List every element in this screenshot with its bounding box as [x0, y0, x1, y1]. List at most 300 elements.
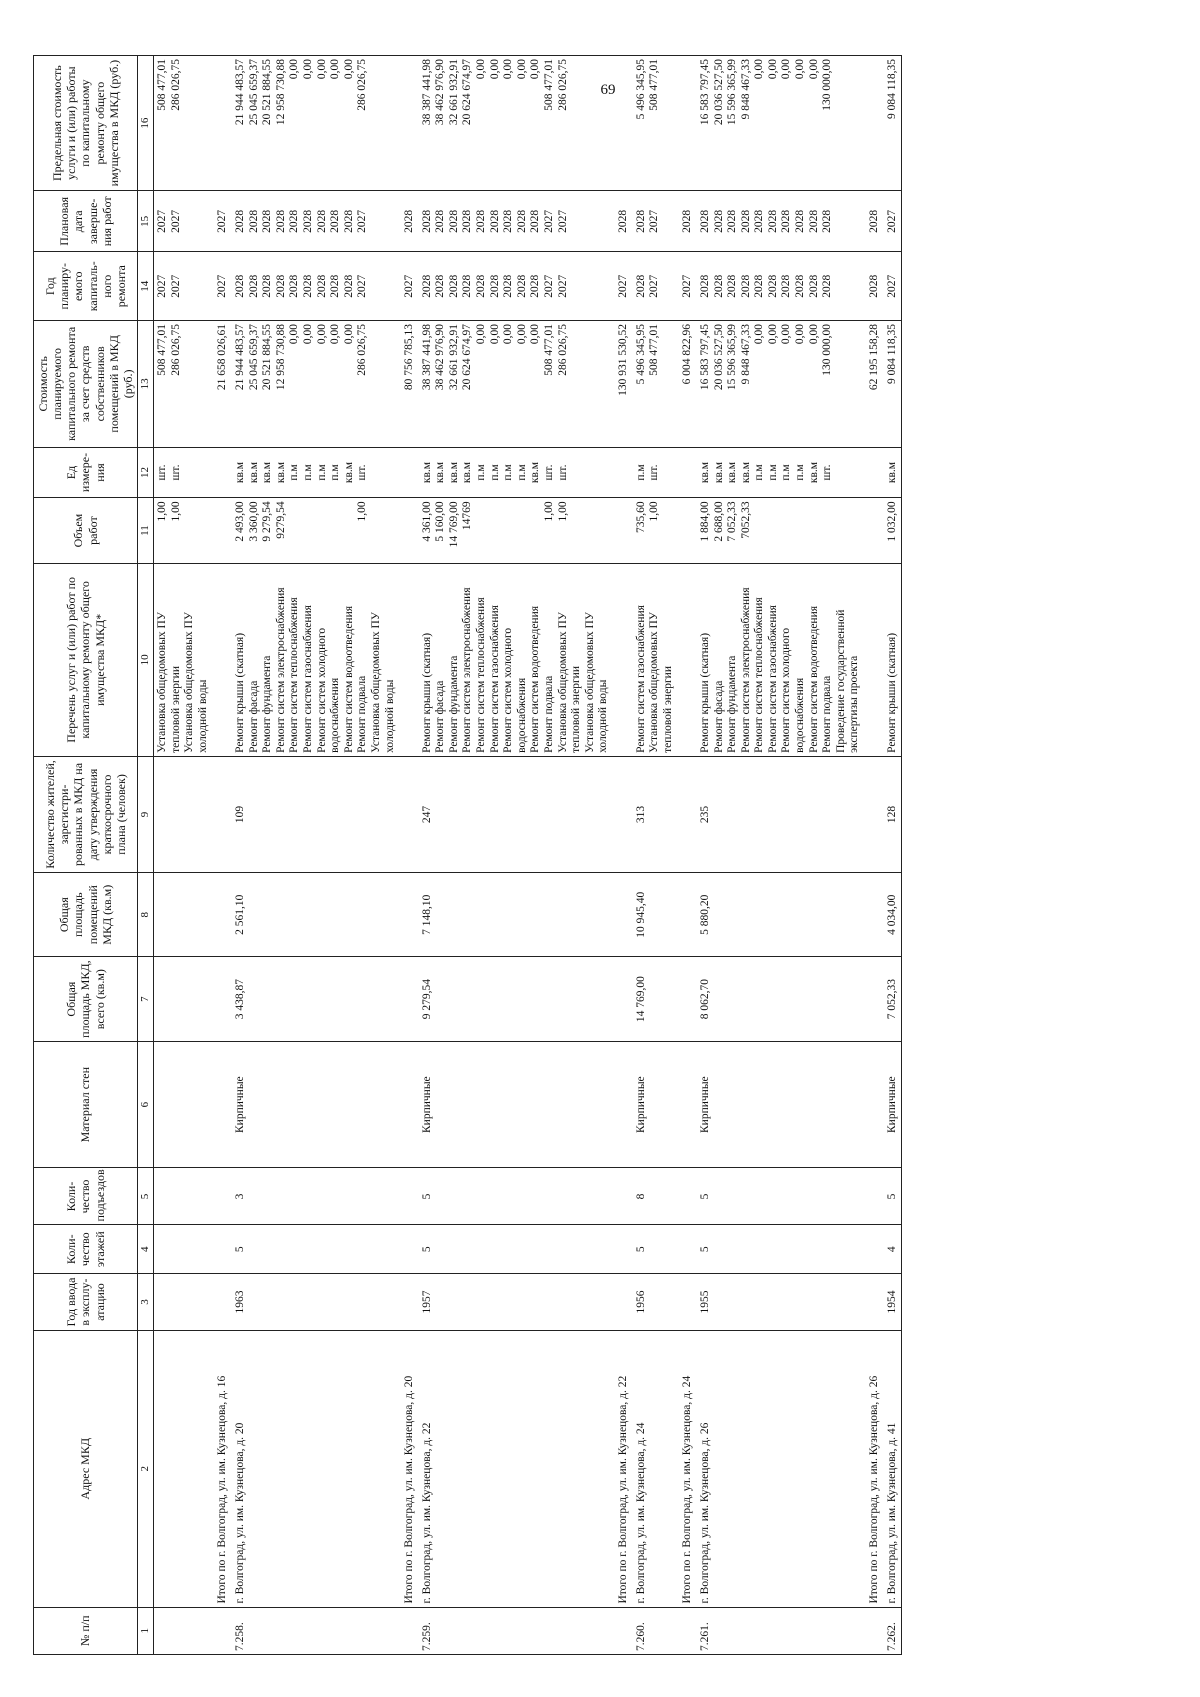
empty-cell: [613, 1274, 633, 1331]
total-cost: 21 658 026,61: [212, 321, 232, 448]
work-repair-year: 2027: [543, 274, 556, 298]
work-cost: 12 958 730,88: [274, 324, 287, 391]
work-unit: п.м: [502, 464, 515, 481]
work-name: Ремонт систем теплоснабжения: [288, 597, 301, 753]
total-row: [677, 56, 697, 1655]
floors: 5: [697, 1225, 864, 1274]
column-number: 12: [138, 447, 154, 498]
work-unit: кв.м: [807, 461, 820, 484]
total-row: [212, 56, 232, 1655]
entrances: 3: [232, 1168, 399, 1225]
work-repair-year: 2028: [234, 274, 246, 298]
header-unit: Ед измере-ния: [34, 447, 138, 498]
work-unit: п.м: [329, 464, 342, 481]
table-row: [633, 56, 678, 1655]
work-volume: 14769: [461, 501, 474, 531]
work-volume: 1,00: [156, 501, 169, 522]
work-name: Ремонт крыши (скатная): [420, 632, 433, 753]
empty-cell: [677, 1168, 697, 1225]
work-unit: шт.: [156, 464, 169, 481]
work-name: Ремонт систем водоотведения: [342, 605, 355, 753]
address: г. Волгоград, ул. им. Кузнецова, д. 41: [884, 1331, 902, 1608]
work-repair-year: 2028: [726, 274, 739, 298]
work-name: Ремонт систем электроснабжения: [274, 587, 287, 753]
work-repair-year: 2027: [885, 274, 898, 298]
work-cost: 9 848 467,33: [739, 324, 752, 385]
work-end-year: 2028: [315, 209, 328, 233]
entrances: 5: [884, 1168, 902, 1225]
work-cost: 286 026,75: [556, 324, 569, 376]
empty-cell: [212, 756, 232, 872]
work-volume: [516, 501, 530, 559]
work-cost: 0,00: [807, 324, 820, 345]
empty-cell: [212, 1274, 232, 1331]
empty-cell: [864, 563, 884, 756]
work-repair-year: 2028: [288, 274, 301, 298]
header-area-total: Общая площадь МКД, всего (кв.м): [34, 957, 138, 1041]
floors: 5: [633, 1225, 678, 1274]
empty-cell: [864, 447, 884, 498]
work-cost: 20 624 674,97: [461, 324, 474, 391]
work-volume: [475, 501, 489, 559]
address: г. Волгоград, ул. им. Кузнецова, д. 22: [419, 1331, 613, 1608]
area-total: [154, 957, 213, 1041]
area-total: 7 052,33: [884, 957, 902, 1041]
work-limit: 286 026,75: [556, 59, 569, 111]
area-total: 14 769,00: [633, 957, 678, 1041]
total-end-year: 2027: [212, 191, 232, 252]
total-label: Итого по г. Волгоград, ул. им. Кузнецова, д. 24: [677, 1331, 697, 1608]
work-repair-year: 2028: [447, 274, 460, 298]
work-unit: кв.м: [447, 461, 460, 484]
empty-cell: [212, 873, 232, 957]
work-cost: 0,00: [475, 324, 488, 345]
empty-cell: [399, 957, 419, 1041]
work-volume: [821, 501, 835, 559]
work-cost: 508 477,01: [543, 324, 556, 376]
total-repair-year: 2028: [864, 252, 884, 321]
work-volume: [529, 501, 543, 559]
work-limit: 0,00: [488, 59, 501, 80]
work-end-year: 2028: [288, 209, 301, 233]
work-unit: п.м: [301, 464, 314, 481]
work-end-year: 2028: [329, 209, 342, 233]
work-volume: 9 279,54: [261, 501, 274, 542]
work-end-year: 2028: [342, 209, 355, 233]
work-repair-year: 2028: [329, 274, 342, 298]
total-row: [399, 56, 419, 1655]
residents: 128: [884, 756, 902, 872]
empty-cell: [613, 447, 633, 498]
work-volume: [753, 501, 767, 559]
work-repair-year-cell: [154, 252, 213, 321]
header-residents: Количество жителей, зарегистри-рованных в МКД на дату утверждения краткосрочного плана (человек): [34, 756, 138, 872]
empty-cell: [677, 56, 697, 191]
work-volume: [489, 501, 503, 559]
work-cost: 508 477,01: [648, 324, 661, 376]
empty-cell: [864, 498, 884, 563]
work-volume: 1 032,00: [885, 501, 898, 542]
work-cost: 0,00: [488, 324, 501, 345]
empty-cell: [399, 56, 419, 191]
work-unit: кв.м: [261, 461, 274, 484]
work-repair-year: 2028: [712, 274, 725, 298]
work-cost: 15 596 365,99: [726, 324, 739, 391]
total-repair-year: 2027: [677, 252, 697, 321]
work-unit: кв.м: [342, 461, 355, 484]
work-end-year-cell: [633, 191, 678, 252]
entrances: [154, 1168, 213, 1225]
empty-cell: [864, 1274, 884, 1331]
work-limit: 38 387 441,98: [420, 59, 433, 126]
wall-material: Кирпичные: [232, 1041, 399, 1168]
column-number: 13: [138, 321, 154, 448]
work-end-year: 2027: [356, 209, 369, 233]
empty-cell: [399, 1274, 419, 1331]
work-volume: 2 688,00: [712, 501, 725, 542]
work-end-year: 2028: [247, 209, 260, 233]
work-end-year-cell: [419, 191, 613, 252]
year-built: 1955: [697, 1274, 864, 1331]
work-cost: 20 036 527,50: [712, 324, 725, 391]
empty-cell: [864, 873, 884, 957]
work-cost: 9 084 118,35: [885, 324, 898, 384]
table-row: [154, 56, 213, 1655]
residents: 247: [419, 756, 613, 872]
address: г. Волгоград, ул. им. Кузнецова, д. 26: [697, 1331, 864, 1608]
area-rooms: 5 880,20: [697, 873, 864, 957]
residents: 313: [633, 756, 678, 872]
work-unit: п.м: [753, 464, 766, 481]
work-volume: 2 493,00: [234, 501, 246, 542]
header-cost: Стоимость планируемого капитального ремонта за счет средств собственников помещений в МКД (руб.): [34, 321, 138, 448]
empty-cell: [613, 498, 633, 563]
work-repair-year-cell: [633, 252, 678, 321]
empty-cell: [613, 1168, 633, 1225]
area-rooms: 4 034,00: [884, 873, 902, 957]
work-unit: п.м: [488, 464, 501, 481]
work-repair-year: 2028: [821, 274, 834, 298]
header-volume: Объем работ: [34, 498, 138, 563]
area-total: 8 062,70: [697, 957, 864, 1041]
work-unit: п.м: [780, 464, 793, 481]
work-name: Ремонт систем водоотведения: [807, 605, 820, 753]
area-rooms: [154, 873, 213, 957]
column-number: 11: [138, 498, 154, 563]
work-name-cell: [419, 563, 613, 756]
work-end-year: 2028: [634, 209, 647, 233]
wall-material: [154, 1041, 213, 1168]
work-repair-year: 2028: [502, 274, 515, 298]
empty-cell: [864, 756, 884, 872]
work-end-year: 2027: [885, 209, 898, 233]
floors: [154, 1225, 213, 1274]
total-end-year: 2028: [613, 191, 633, 252]
column-number: 5: [138, 1168, 154, 1225]
work-cost: 0,00: [342, 324, 355, 345]
work-name: Ремонт систем теплоснабжения: [753, 597, 766, 753]
empty-cell: [613, 1041, 633, 1168]
address: г. Волгоград, ул. им. Кузнецова, д. 24: [633, 1331, 678, 1608]
work-unit: кв.м: [420, 461, 433, 484]
work-unit: кв.м: [274, 461, 287, 484]
work-repair-year: 2028: [794, 274, 807, 298]
empty-cell: [212, 1225, 232, 1274]
empty-cell: [677, 756, 697, 872]
total-num-cell: [399, 1607, 419, 1654]
area-total: 3 438,87: [232, 957, 399, 1041]
work-volume: [502, 501, 516, 559]
empty-cell: [399, 1041, 419, 1168]
work-unit-cell: [884, 447, 902, 498]
work-volume: 1,00: [169, 501, 182, 522]
work-name: Ремонт систем газоснабжения: [301, 605, 314, 753]
work-end-year: 2028: [515, 209, 528, 233]
empty-cell: [613, 957, 633, 1041]
work-repair-year: 2028: [342, 274, 355, 298]
work-name: Ремонт систем водоотведения: [529, 605, 542, 753]
work-unit: кв.м: [529, 461, 542, 484]
work-limit-cell: [884, 56, 902, 191]
total-num-cell: [864, 1607, 884, 1654]
work-volume: 7 052,33: [726, 501, 739, 542]
work-end-year: 2028: [488, 209, 501, 233]
work-cost-cell: [633, 321, 678, 448]
area-rooms: 10 945,40: [633, 873, 678, 957]
work-end-year: 2028: [261, 209, 274, 233]
work-repair-year: 2028: [274, 274, 287, 298]
area-total: 9 279,54: [419, 957, 613, 1041]
work-name: Установка общедомовых ПУ тепловой энергии: [556, 611, 583, 753]
work-cost: 286 026,75: [356, 324, 369, 376]
work-end-year: 2028: [698, 209, 711, 233]
work-repair-year: 2028: [247, 274, 260, 298]
row-number: [154, 1607, 213, 1654]
work-end-year: 2028: [739, 209, 752, 233]
empty-cell: [677, 957, 697, 1041]
empty-cell: [864, 56, 884, 191]
work-cost: 508 477,01: [156, 324, 169, 376]
work-name: Установка общедомовых ПУ тепловой энергии: [156, 611, 182, 753]
header-address: Адрес МКД: [34, 1331, 138, 1608]
area-rooms: 7 148,10: [419, 873, 613, 957]
row-number: 7.261.: [697, 1607, 864, 1654]
header-end-date: Плановая дата заверше-ния работ: [34, 191, 138, 252]
work-limit: 9 084 118,35: [885, 59, 898, 119]
work-volume: 1,00: [648, 501, 661, 522]
empty-cell: [613, 873, 633, 957]
total-repair-year: 2027: [212, 252, 232, 321]
work-unit: кв.м: [726, 461, 739, 484]
work-volume: 7052,33: [739, 501, 752, 539]
column-number: 10: [138, 563, 154, 756]
work-limit: 0,00: [529, 59, 542, 80]
empty-cell: [212, 1168, 232, 1225]
entrances: 5: [697, 1168, 864, 1225]
work-name: Ремонт систем газоснабжения: [634, 605, 647, 753]
work-limit: 20 036 527,50: [712, 59, 725, 126]
total-label: Итого по г. Волгоград, ул. им. Кузнецова, д. 26: [864, 1331, 884, 1608]
empty-cell: [677, 1274, 697, 1331]
work-name-cell: [884, 563, 902, 756]
work-volume-cell: [419, 498, 613, 563]
work-limit: 20 624 674,97: [461, 59, 474, 126]
empty-cell: [613, 563, 633, 756]
work-unit: кв.м: [234, 461, 246, 484]
work-end-year: 2028: [475, 209, 488, 233]
work-end-year: 2028: [420, 209, 433, 233]
work-limit: 25 045 659,37: [247, 59, 260, 126]
work-cost: 286 026,75: [169, 324, 182, 376]
work-repair-year-cell: [232, 252, 399, 321]
empty-cell: [613, 756, 633, 872]
work-limit: 0,00: [502, 59, 515, 80]
work-volume: [302, 501, 316, 559]
total-repair-year: 2027: [613, 252, 633, 321]
work-repair-year: 2028: [515, 274, 528, 298]
work-cost: 16 583 797,45: [698, 324, 711, 391]
work-unit: п.м: [315, 464, 328, 481]
work-repair-year: 2028: [434, 274, 447, 298]
work-name: Ремонт систем газоснабжения: [488, 605, 501, 753]
work-end-year: 2028: [712, 209, 725, 233]
entrances: 5: [419, 1168, 613, 1225]
work-limit: 0,00: [515, 59, 528, 80]
work-repair-year: 2028: [766, 274, 779, 298]
work-end-year: 2027: [169, 209, 182, 233]
work-repair-year: 2028: [807, 274, 820, 298]
work-repair-year: 2027: [156, 274, 169, 298]
total-cost: 6 004 822,96: [677, 321, 697, 448]
work-end-year: 2028: [726, 209, 739, 233]
work-end-year: 2028: [529, 209, 542, 233]
work-repair-year: 2028: [261, 274, 274, 298]
work-name: Ремонт подвала: [356, 675, 369, 753]
work-limit: 16 583 797,45: [698, 59, 711, 126]
row-number: 7.260.: [633, 1607, 678, 1654]
work-repair-year-cell: [884, 252, 902, 321]
work-unit-cell: [633, 447, 678, 498]
work-name: Ремонт систем холодного водоснабжения: [502, 627, 528, 753]
column-number: 9: [138, 756, 154, 872]
work-limit: 32 661 932,91: [447, 59, 460, 126]
work-cost: 5 496 345,95: [634, 324, 647, 385]
address: [154, 1331, 213, 1608]
work-cost: 130 000,00: [821, 324, 834, 376]
work-cost: 0,00: [515, 324, 528, 345]
header-area-rooms: Общая площадь помещений МКД (кв.м): [34, 873, 138, 957]
empty-cell: [212, 56, 232, 191]
row-number: 7.258.: [232, 1607, 399, 1654]
work-end-year-cell: [697, 191, 864, 252]
work-repair-year: 2028: [488, 274, 501, 298]
residents: [154, 756, 213, 872]
column-number: 1: [138, 1607, 154, 1654]
empty-cell: [399, 1225, 419, 1274]
empty-cell: [613, 1225, 633, 1274]
empty-cell: [613, 56, 633, 191]
work-unit: п.м: [794, 464, 807, 481]
empty-cell: [212, 498, 232, 563]
work-unit: шт.: [169, 464, 182, 481]
work-limit: 130 000,00: [821, 59, 834, 111]
work-volume: 14 769,00: [447, 501, 460, 548]
work-end-year: 2027: [556, 209, 569, 233]
total-row: [864, 56, 884, 1655]
column-number: 2: [138, 1331, 154, 1608]
work-limit: 15 596 365,99: [726, 59, 739, 126]
floors: 4: [884, 1225, 902, 1274]
work-limit: 0,00: [288, 59, 301, 80]
residents: 235: [697, 756, 864, 872]
work-volume: [288, 501, 302, 559]
header-limit: Предельная стоимость услуги и (или) работы по капитальному ремонту общего имущества в МКД (руб.): [34, 56, 138, 191]
work-end-year: 2028: [234, 209, 246, 233]
work-unit: кв.м: [698, 461, 711, 484]
work-unit: шт.: [356, 464, 369, 481]
header-walls: Материал стен: [34, 1041, 138, 1168]
work-end-year-cell: [232, 191, 399, 252]
work-unit: п.м: [766, 464, 779, 481]
page-number: 69: [600, 82, 616, 98]
work-end-year: 2028: [447, 209, 460, 233]
work-unit-cell: [154, 447, 213, 498]
work-cost-cell: [884, 321, 902, 448]
column-number: 3: [138, 1274, 154, 1331]
work-repair-year: 2028: [739, 274, 752, 298]
header-repair-year: Год планиру-емого капиталь-ного ремонта: [34, 252, 138, 321]
work-end-year: 2028: [753, 209, 766, 233]
column-number: 7: [138, 957, 154, 1041]
work-unit: шт.: [648, 464, 661, 481]
empty-cell: [399, 447, 419, 498]
work-name: Ремонт фасада: [247, 680, 260, 753]
floors: 5: [419, 1225, 613, 1274]
work-name: Ремонт подвала: [543, 675, 556, 753]
work-end-year: 2028: [274, 209, 287, 233]
work-name: Ремонт фундамента: [447, 655, 460, 753]
header-row: [34, 56, 138, 1655]
work-cost: 0,00: [794, 324, 807, 345]
header-works: Перечень услуг и (или) работ по капитальному ремонту общего имущества МКД*: [34, 563, 138, 756]
work-repair-year: 2028: [753, 274, 766, 298]
empty-cell: [677, 447, 697, 498]
row-number: 7.259.: [419, 1607, 613, 1654]
work-volume-cell: [154, 498, 213, 563]
year-built: 1957: [419, 1274, 613, 1331]
empty-cell: [677, 563, 697, 756]
total-num-cell: [212, 1607, 232, 1654]
work-end-year: 2028: [502, 209, 515, 233]
work-end-year: 2027: [543, 209, 556, 233]
work-unit: п.м: [515, 464, 528, 481]
work-limit: 0,00: [342, 59, 355, 80]
work-limit: 0,00: [329, 59, 342, 80]
work-name: Ремонт систем газоснабжения: [766, 605, 779, 753]
work-volume: 4 361,00: [420, 501, 433, 542]
work-name-cell: [633, 563, 678, 756]
work-unit-cell: [419, 447, 613, 498]
empty-cell: [864, 1168, 884, 1225]
work-name-cell: [232, 563, 399, 756]
empty-cell: [212, 957, 232, 1041]
work-name: Ремонт систем электроснабжения: [461, 587, 474, 753]
empty-cell: [399, 873, 419, 957]
work-cost: 21 944 483,57: [234, 324, 246, 391]
column-number: 15: [138, 191, 154, 252]
work-repair-year: 2028: [420, 274, 433, 298]
work-limit: 0,00: [794, 59, 807, 80]
